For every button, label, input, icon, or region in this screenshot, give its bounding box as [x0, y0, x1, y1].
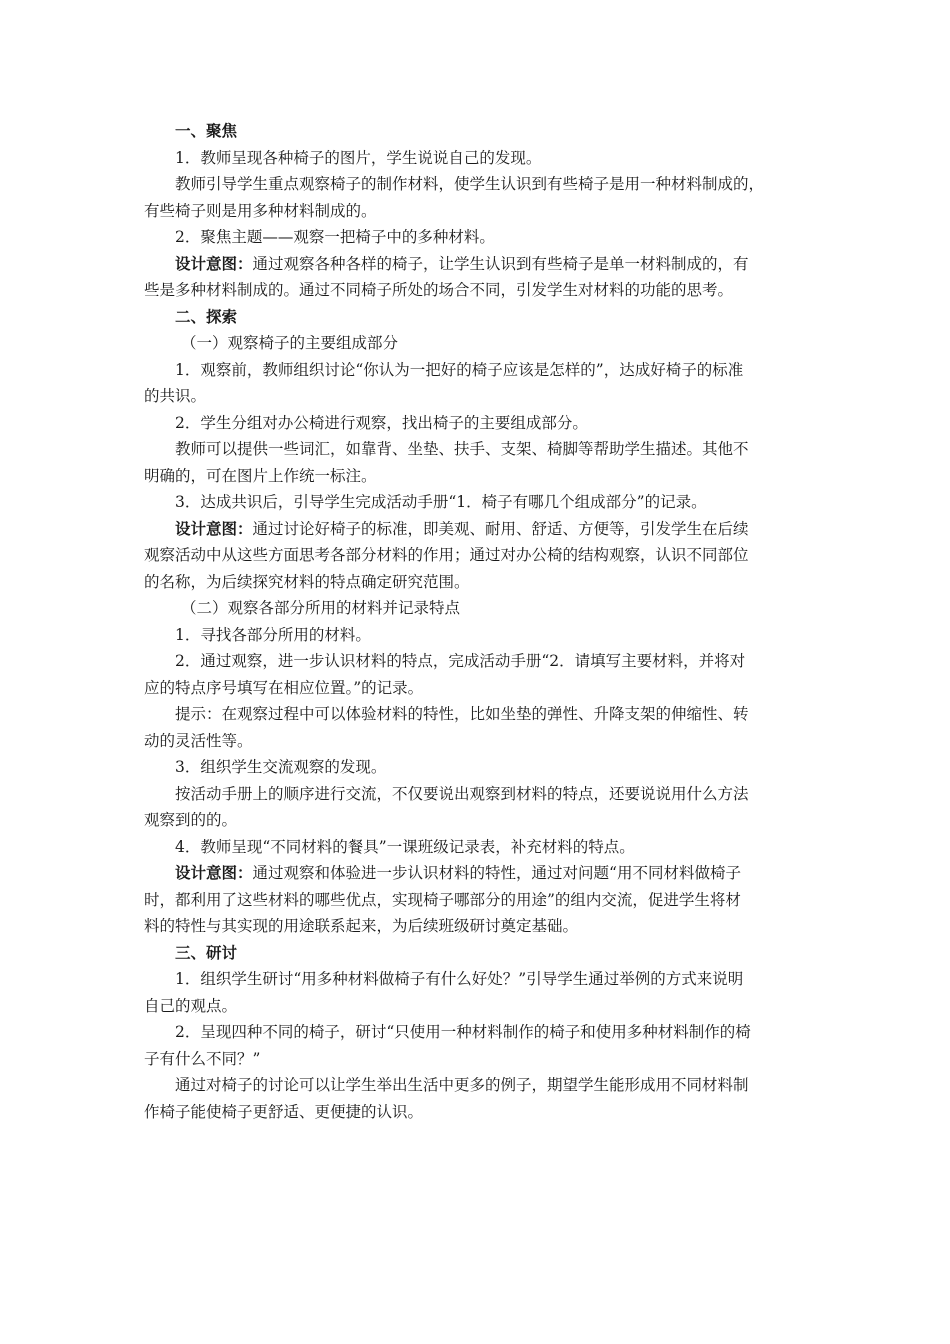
paragraph: 2．通过观察，进一步认识材料的特点，完成活动手册“2．请填写主要材料，并将对 — [175, 652, 746, 670]
paragraph-continued: 观察活动中从这些方面思考各部分材料的作用；通过对办公椅的结构观察，认识不同部位 — [144, 546, 749, 564]
design-intent-text: 通过观察和体验进一步认识材料的特性，通过对问题“用不同材料做椅子 — [252, 864, 741, 882]
paragraph-continued: 的共识。 — [144, 387, 207, 405]
document-page — [144, 118, 804, 1125]
paragraph: 2．学生分组对办公椅进行观察，找出椅子的主要组成部分。 — [175, 413, 588, 432]
paragraph-continued: 自己的观点。 — [144, 996, 238, 1015]
paragraph: 2．呈现四种不同的椅子，研讨“只使用一种材料制作的椅子和使用多种材料制作的椅 — [175, 1023, 751, 1041]
subsection-heading: （一）观察椅子的主要组成部分 — [181, 334, 399, 352]
paragraph: 4．教师呈现“不同材料的餐具”一课班级记录表，补充材料的特点。 — [175, 837, 635, 856]
paragraph: 教师引导学生重点观察椅子的制作材料，使学生认识到有些椅子是用一种材料制成的， — [175, 175, 765, 193]
section-heading-focus: 一、聚焦 — [175, 121, 238, 140]
paragraph: 3．达成共识后，引导学生完成活动手册“1．椅子有哪几个组成部分”的记录。 — [175, 493, 707, 511]
paragraph-continued: 作椅子能使椅子更舒适、更便捷的认识。 — [144, 1102, 424, 1121]
paragraph-continued: 料的特性与其实现的用途联系起来，为后续班级研讨奠定基础。 — [144, 917, 579, 935]
design-intent-label: 设计意图： — [175, 518, 253, 538]
paragraph-continued: 应的特点序号填写在相应位置。”的记录。 — [144, 678, 424, 697]
paragraph: 提示：在观察过程中可以体验材料的特性，比如坐垫的弹性、升降支架的伸缩性、转 — [175, 705, 749, 723]
paragraph: 3．组织学生交流观察的发现。 — [175, 758, 387, 776]
paragraph: 教师可以提供一些词汇，如靠背、坐垫、扶手、支架、椅脚等帮助学生描述。其他不 — [175, 440, 749, 458]
design-intent-label: 设计意图： — [175, 863, 253, 882]
paragraph: 通过对椅子的讨论可以让学生举出生活中更多的例子，期望学生能形成用不同材料制 — [175, 1076, 749, 1094]
paragraph-continued: 子有什么不同？” — [144, 1049, 261, 1068]
paragraph: 2．聚焦主题——观察一把椅子中的多种材料。 — [175, 228, 495, 246]
paragraph-continued: 明确的，可在图片上作统一标注。 — [144, 466, 377, 485]
section-heading-explore: 二、探索 — [175, 306, 238, 326]
paragraph-continued: 些是多种材料制成的。通过不同椅子所处的场合不同，引发学生对材料的功能的思考。 — [144, 281, 734, 299]
design-intent-text: 通过讨论好椅子的标准，即美观、耐用、舒适、方便等，引发学生在后续 — [252, 519, 749, 538]
design-intent-text: 通过观察各种各样的椅子，让学生认识到有些椅子是单一材料制成的，有 — [252, 254, 749, 273]
paragraph: 1．教师呈现各种椅子的图片，学生说说自己的发现。 — [175, 148, 542, 167]
paragraph-continued: 时，都利用了这些材料的哪些优点，实现椅子哪部分的用途”的组内交流，促进学生将材 — [144, 890, 741, 909]
design-intent-label: 设计意图： — [175, 253, 253, 273]
paragraph-continued: 动的灵活性等。 — [144, 731, 253, 750]
paragraph: 1．观察前，教师组织讨论“你认为一把好的椅子应该是怎样的”，达成好椅子的标准 — [175, 360, 744, 379]
paragraph-continued: 有些椅子则是用多种材料制成的。 — [144, 201, 377, 220]
design-intent — [144, 251, 804, 278]
paragraph: 按活动手册上的顺序进行交流，不仅要说出观察到材料的特点，还要说说用什么方法 — [175, 784, 749, 803]
paragraph: 1．寻找各部分所用的材料。 — [175, 625, 371, 644]
section-heading-discuss: 三、研讨 — [175, 942, 238, 962]
design-intent — [144, 860, 804, 887]
paragraph-continued: 的名称，为后续探究材料的特点确定研究范围。 — [144, 572, 470, 591]
paragraph-continued: 观察到的的。 — [144, 811, 238, 829]
paragraph: 1．组织学生研讨“用多种材料做椅子有什么好处？”引导学生通过举例的方式来说明 — [175, 970, 744, 988]
design-intent — [144, 516, 804, 543]
subsection-heading: （二）观察各部分所用的材料并记录特点 — [181, 599, 461, 617]
